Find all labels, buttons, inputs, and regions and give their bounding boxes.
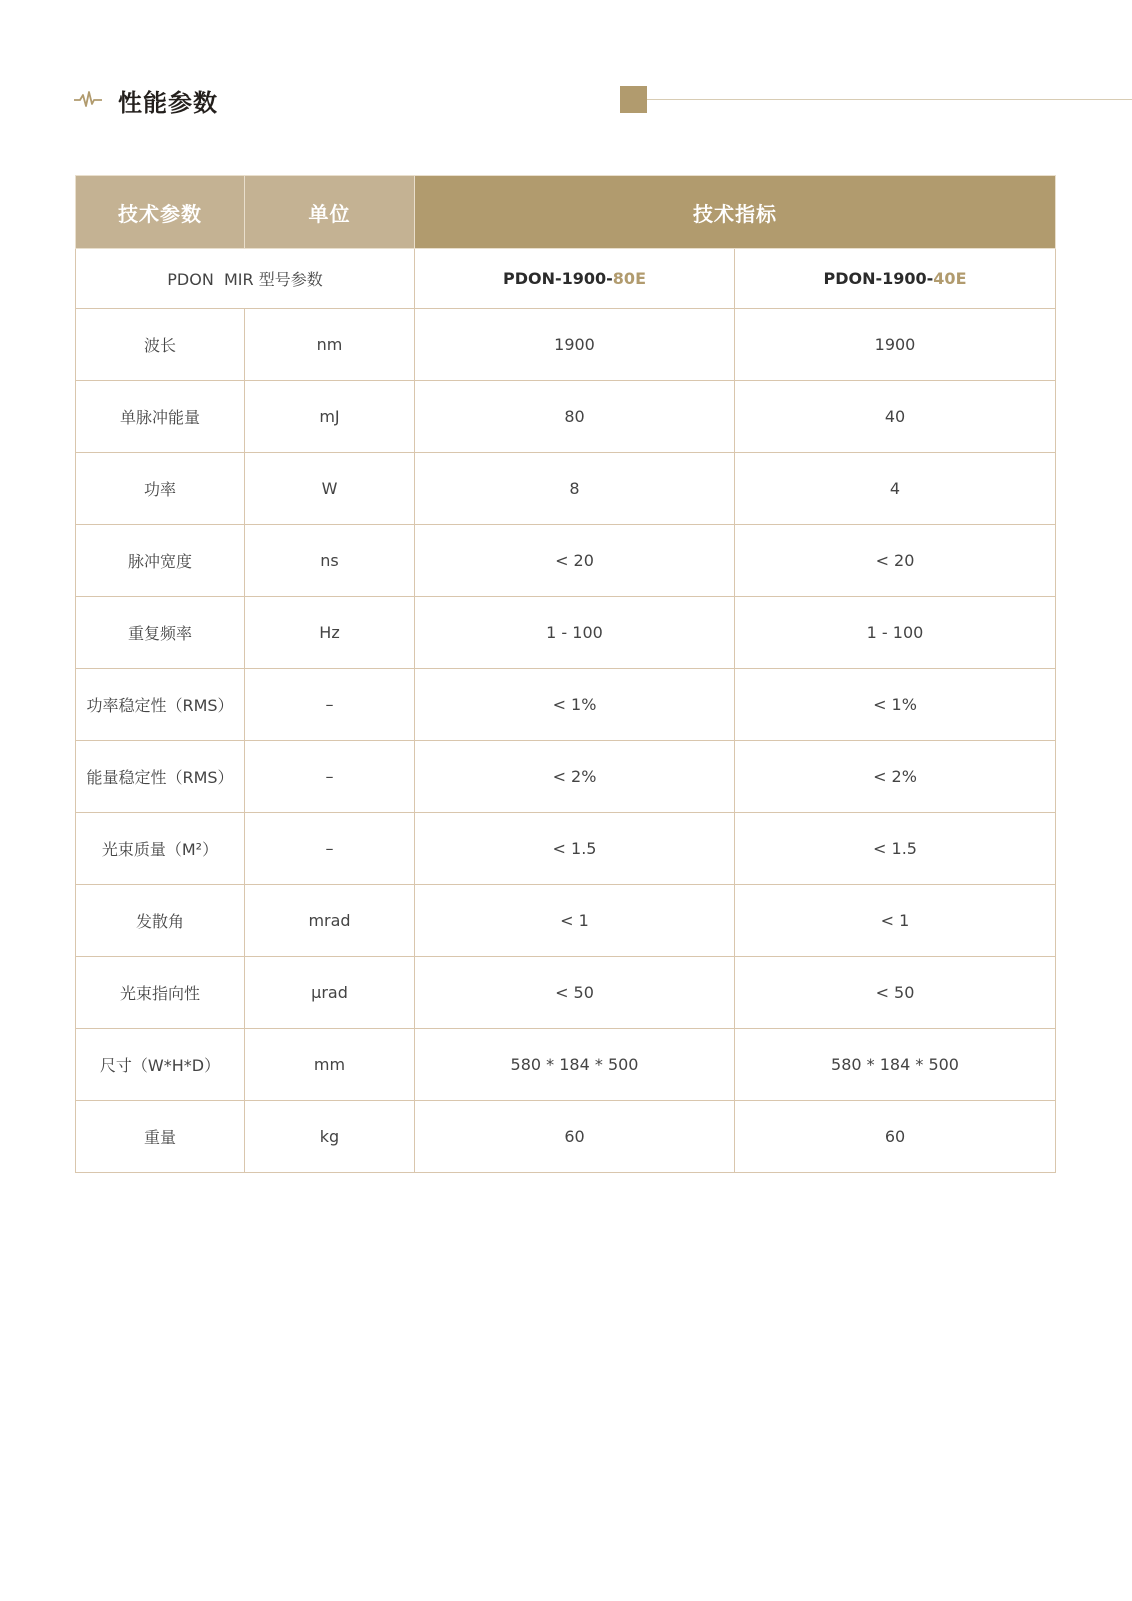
table-row xyxy=(76,597,1056,669)
table-row xyxy=(76,381,1056,453)
model-suffix: 80E xyxy=(612,269,646,288)
value-cell-model-1: < 50 xyxy=(415,957,735,1029)
value-cell-model-1: < 2% xyxy=(415,741,735,813)
unit-cell: – xyxy=(245,813,415,885)
unit-cell: Hz xyxy=(245,597,415,669)
spec-table xyxy=(75,175,1056,1173)
table-row xyxy=(76,453,1056,525)
unit-cell: – xyxy=(245,669,415,741)
model-name: PDON-1900- xyxy=(502,269,613,288)
value-cell-model-2: < 50 xyxy=(735,957,1056,1029)
value-cell-model-2: 40 xyxy=(735,381,1056,453)
value-cell-model-2: 1900 xyxy=(735,309,1056,381)
table-row xyxy=(76,957,1056,1029)
param-cell: 功率 xyxy=(76,453,245,525)
value-cell-model-2: < 2% xyxy=(735,741,1056,813)
value-cell-model-1: 60 xyxy=(415,1101,735,1173)
value-cell-model-1: 80 xyxy=(415,381,735,453)
value-cell-model-2: 4 xyxy=(735,453,1056,525)
decorative-square xyxy=(620,86,647,113)
section-title: 性能参数 xyxy=(118,88,218,117)
value-cell-model-1: 1 - 100 xyxy=(415,597,735,669)
unit-cell: mrad xyxy=(245,885,415,957)
table-row xyxy=(76,1101,1056,1173)
value-cell-model-2: 1 - 100 xyxy=(735,597,1056,669)
model-row xyxy=(76,249,1056,309)
model-cell-2 xyxy=(735,249,1056,309)
value-cell-model-1: 8 xyxy=(415,453,735,525)
param-cell: 波长 xyxy=(76,309,245,381)
param-cell: 单脉冲能量 xyxy=(76,381,245,453)
value-cell-model-2: < 1 xyxy=(735,885,1056,957)
model-cell-1 xyxy=(415,249,735,309)
value-cell-model-1: < 1.5 xyxy=(415,813,735,885)
table-row xyxy=(76,525,1056,597)
model-name: PDON-1900- xyxy=(823,269,934,288)
section-header xyxy=(74,84,218,116)
table-row xyxy=(76,741,1056,813)
unit-cell: μrad xyxy=(245,957,415,1029)
header-unit: 单位 xyxy=(245,176,415,249)
value-cell-model-2: < 1% xyxy=(735,669,1056,741)
decorative-line xyxy=(647,99,1132,100)
table-row xyxy=(76,813,1056,885)
value-cell-model-2: 580 * 184 * 500 xyxy=(735,1029,1056,1101)
pulse-icon xyxy=(74,90,102,110)
table-row xyxy=(76,309,1056,381)
value-cell-model-1: 1900 xyxy=(415,309,735,381)
table-row xyxy=(76,1029,1056,1101)
param-cell: 功率稳定性（RMS） xyxy=(76,669,245,741)
value-cell-model-2: < 1.5 xyxy=(735,813,1056,885)
value-cell-model-1: < 1 xyxy=(415,885,735,957)
param-cell: 光束指向性 xyxy=(76,957,245,1029)
value-cell-model-1: 580 * 184 * 500 xyxy=(415,1029,735,1101)
value-cell-model-1: < 20 xyxy=(415,525,735,597)
param-cell: 光束质量（M²） xyxy=(76,813,245,885)
model-label: PDON MIR 型号参数 xyxy=(76,249,415,309)
unit-cell: ns xyxy=(245,525,415,597)
table-body xyxy=(76,309,1056,1173)
unit-cell: mJ xyxy=(245,381,415,453)
unit-cell: mm xyxy=(245,1029,415,1101)
header-param: 技术参数 xyxy=(76,176,245,249)
unit-cell: – xyxy=(245,741,415,813)
table-row xyxy=(76,885,1056,957)
unit-cell: W xyxy=(245,453,415,525)
unit-cell: kg xyxy=(245,1101,415,1173)
param-cell: 重量 xyxy=(76,1101,245,1173)
param-cell: 能量稳定性（RMS） xyxy=(76,741,245,813)
param-cell: 发散角 xyxy=(76,885,245,957)
unit-cell: nm xyxy=(245,309,415,381)
value-cell-model-2: < 20 xyxy=(735,525,1056,597)
param-cell: 重复频率 xyxy=(76,597,245,669)
value-cell-model-2: 60 xyxy=(735,1101,1056,1173)
table-row xyxy=(76,669,1056,741)
header-spec: 技术指标 xyxy=(415,176,1056,249)
param-cell: 尺寸（W*H*D） xyxy=(76,1029,245,1101)
model-suffix: 40E xyxy=(933,269,967,288)
table-header-row xyxy=(76,176,1056,249)
param-cell: 脉冲宽度 xyxy=(76,525,245,597)
value-cell-model-1: < 1% xyxy=(415,669,735,741)
